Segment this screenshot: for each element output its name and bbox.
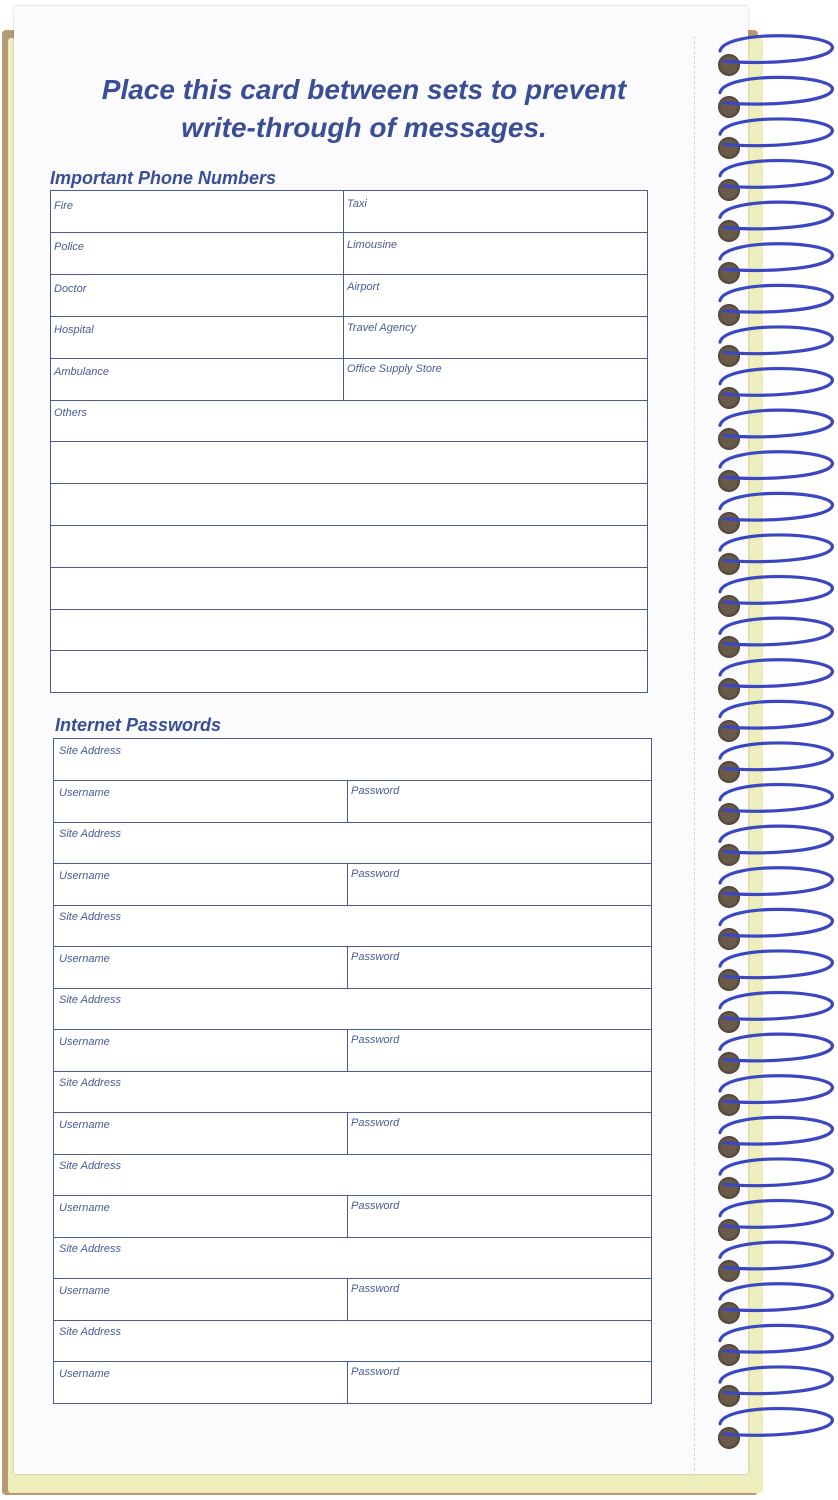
spiral-coil: [720, 951, 832, 978]
airport-label: Airport: [347, 281, 380, 293]
spiral-coil: [720, 1325, 832, 1352]
title-line-1: Place this card between sets to prevent: [101, 74, 627, 105]
spiral-coil: [720, 660, 832, 687]
spiral-coil: [720, 369, 832, 396]
password-label: Password: [351, 1283, 400, 1295]
spiral-coil: [720, 244, 832, 271]
username-label: Username: [59, 1119, 110, 1131]
spiral-coil: [720, 77, 832, 104]
password-label: Password: [351, 1366, 400, 1378]
spiral-coil: [720, 577, 832, 604]
spiral-coil: [720, 826, 832, 853]
spiral-coil: [720, 1201, 832, 1228]
spiral-coil: [720, 452, 832, 479]
fire-label: Fire: [54, 200, 73, 212]
police-label: Police: [54, 241, 84, 253]
spiral-coil: [720, 993, 832, 1020]
spiral-coil: [720, 618, 832, 645]
username-label: Username: [59, 953, 110, 965]
site-address-label: Site Address: [59, 911, 121, 923]
spiral-coil: [720, 493, 832, 520]
travel-agency-label: Travel Agency: [347, 322, 417, 334]
spiral-coil: [720, 701, 832, 728]
username-label: Username: [59, 1202, 110, 1214]
username-label: Username: [59, 1285, 110, 1297]
spiral-coil: [720, 1034, 832, 1061]
username-label: Username: [59, 1368, 110, 1380]
spiral-coil: [720, 285, 832, 312]
spiral-coil: [720, 1159, 832, 1186]
passwords-section-heading: Internet Passwords: [55, 715, 222, 735]
spiral-coil: [720, 1076, 832, 1103]
spiral-coil: [720, 909, 832, 936]
site-address-label: Site Address: [59, 1077, 121, 1089]
hospital-label: Hospital: [54, 324, 94, 336]
site-address-label: Site Address: [59, 1326, 121, 1338]
others-label: Others: [54, 407, 88, 419]
spiral-coil: [720, 202, 832, 229]
spiral-coil: [720, 1242, 832, 1269]
title-line-2: write-through of messages.: [181, 112, 547, 143]
office-supply-store-label: Office Supply Store: [347, 363, 442, 375]
spiral-coil: [720, 743, 832, 770]
spiral-coil: [720, 327, 832, 354]
username-label: Username: [59, 870, 110, 882]
password-label: Password: [351, 1117, 400, 1129]
spiral-coil: [720, 1367, 832, 1394]
site-address-label: Site Address: [59, 994, 121, 1006]
username-label: Username: [59, 787, 110, 799]
password-label: Password: [351, 1200, 400, 1212]
ambulance-label: Ambulance: [54, 366, 110, 378]
taxi-label: Taxi: [347, 198, 367, 210]
spiral-coil: [720, 1409, 832, 1436]
password-label: Password: [351, 785, 400, 797]
spiral-coil: [720, 36, 832, 63]
password-label: Password: [351, 1034, 400, 1046]
spiral-coil: [720, 535, 832, 562]
site-address-label: Site Address: [59, 745, 121, 757]
spiral-coil: [720, 868, 832, 895]
spiral-coil: [720, 1284, 832, 1311]
phone-section-heading: Important Phone Numbers: [50, 168, 277, 188]
limousine-label: Limousine: [347, 239, 398, 251]
spiral-coil: [720, 1117, 832, 1144]
password-label: Password: [351, 868, 400, 880]
site-address-label: Site Address: [59, 1160, 121, 1172]
doctor-label: Doctor: [54, 283, 87, 295]
spiral-coil: [720, 119, 832, 146]
spiral-coil: [720, 410, 832, 437]
username-label: Username: [59, 1036, 110, 1048]
site-address-label: Site Address: [59, 828, 121, 840]
site-address-label: Site Address: [59, 1243, 121, 1255]
spiral-coil: [720, 785, 832, 812]
password-label: Password: [351, 951, 400, 963]
spiral-coil: [720, 161, 832, 188]
